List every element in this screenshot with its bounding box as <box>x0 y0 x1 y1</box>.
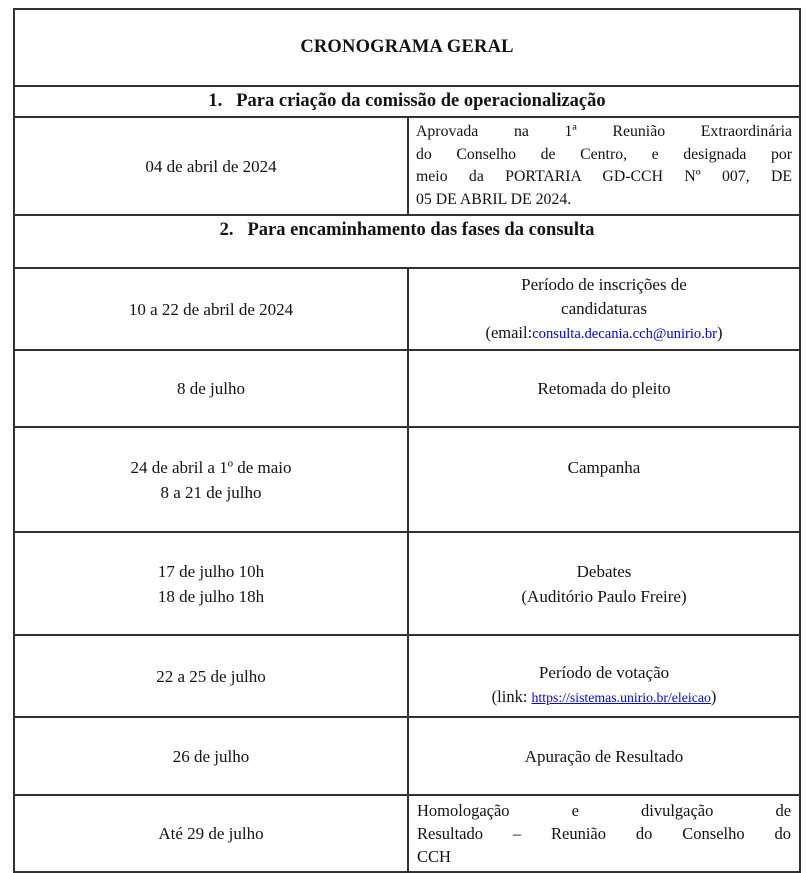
date-cell-inscricoes: 10 a 22 de abril de 2024 <box>14 268 408 350</box>
date-line: 17 de julho 10h <box>157 561 265 581</box>
email-line <box>417 321 791 346</box>
date-line: 18 de julho 18h <box>157 586 265 606</box>
desc-cell-debates <box>408 532 800 635</box>
date-cell-homologacao: Até 29 de julho <box>14 795 408 872</box>
link-prefix: (link: <box>491 687 532 706</box>
voting-link[interactable]: https://sistemas.unirio.br/eleicao <box>531 690 711 705</box>
desc-cell-inscricoes <box>408 268 800 350</box>
desc-cell-campanha: Campanha <box>408 427 800 532</box>
link-suffix: ) <box>710 687 717 706</box>
section-1-header <box>14 86 800 117</box>
desc-line: Período de votação <box>538 663 670 682</box>
comissao-description <box>416 121 792 211</box>
desc-cell-votacao <box>408 635 800 717</box>
homologacao-description <box>417 799 791 868</box>
date-cell-retomada: 8 de julho <box>14 350 408 427</box>
voting-link-line <box>417 685 791 710</box>
desc-line: CCH <box>417 847 451 866</box>
date-cell-votacao: 22 a 25 de julho <box>14 635 408 717</box>
desc-cell-apuracao: Apuração de Resultado <box>408 717 800 795</box>
desc-line: meio da PORTARIA GD-CCH Nº 007, DE <box>416 168 793 185</box>
date-cell-campanha <box>14 427 408 532</box>
desc-line: Resultado – Reunião do Conselho do <box>417 824 792 843</box>
desc-line: Aprovada na 1ª Reunião Extraordinária <box>416 123 793 140</box>
desc-cell-homologacao <box>408 795 800 872</box>
date-line: 24 de abril a 1º de maio <box>130 457 292 477</box>
cronograma-table <box>13 8 801 873</box>
section-1-label: Para criação da comissão de operacionalização <box>236 91 606 111</box>
desc-line: (Auditório Paulo Freire) <box>521 586 687 606</box>
desc-line: 05 DE ABRIL DE 2024. <box>416 190 572 208</box>
page-title: CRONOGRAMA GERAL <box>14 9 800 86</box>
desc-line: do Conselho de Centro, e designada por <box>416 145 793 163</box>
date-cell-debates <box>14 532 408 635</box>
date-cell-apuracao: 26 de julho <box>14 717 408 795</box>
section-2-header <box>14 215 800 268</box>
desc-cell-retomada: Retomada do pleito <box>408 350 800 427</box>
email-link[interactable]: consulta.decania.cch@unirio.br <box>532 325 718 342</box>
desc-line: Debates <box>576 561 632 581</box>
date-cell-comissao: 04 de abril de 2024 <box>14 117 408 215</box>
section-2-number: 2. <box>219 220 234 240</box>
email-prefix: (email: <box>485 322 533 342</box>
desc-cell-comissao <box>408 117 800 215</box>
desc-line: Homologação e divulgação de <box>417 801 792 820</box>
desc-line: candidaturas <box>561 298 647 318</box>
section-2-label: Para encaminhamento das fases da consulta <box>247 220 595 240</box>
email-suffix: ) <box>717 322 723 342</box>
section-1-number: 1. <box>208 91 223 111</box>
date-line: 8 a 21 de julho <box>160 482 262 502</box>
desc-line: Período de inscrições de <box>521 274 687 294</box>
